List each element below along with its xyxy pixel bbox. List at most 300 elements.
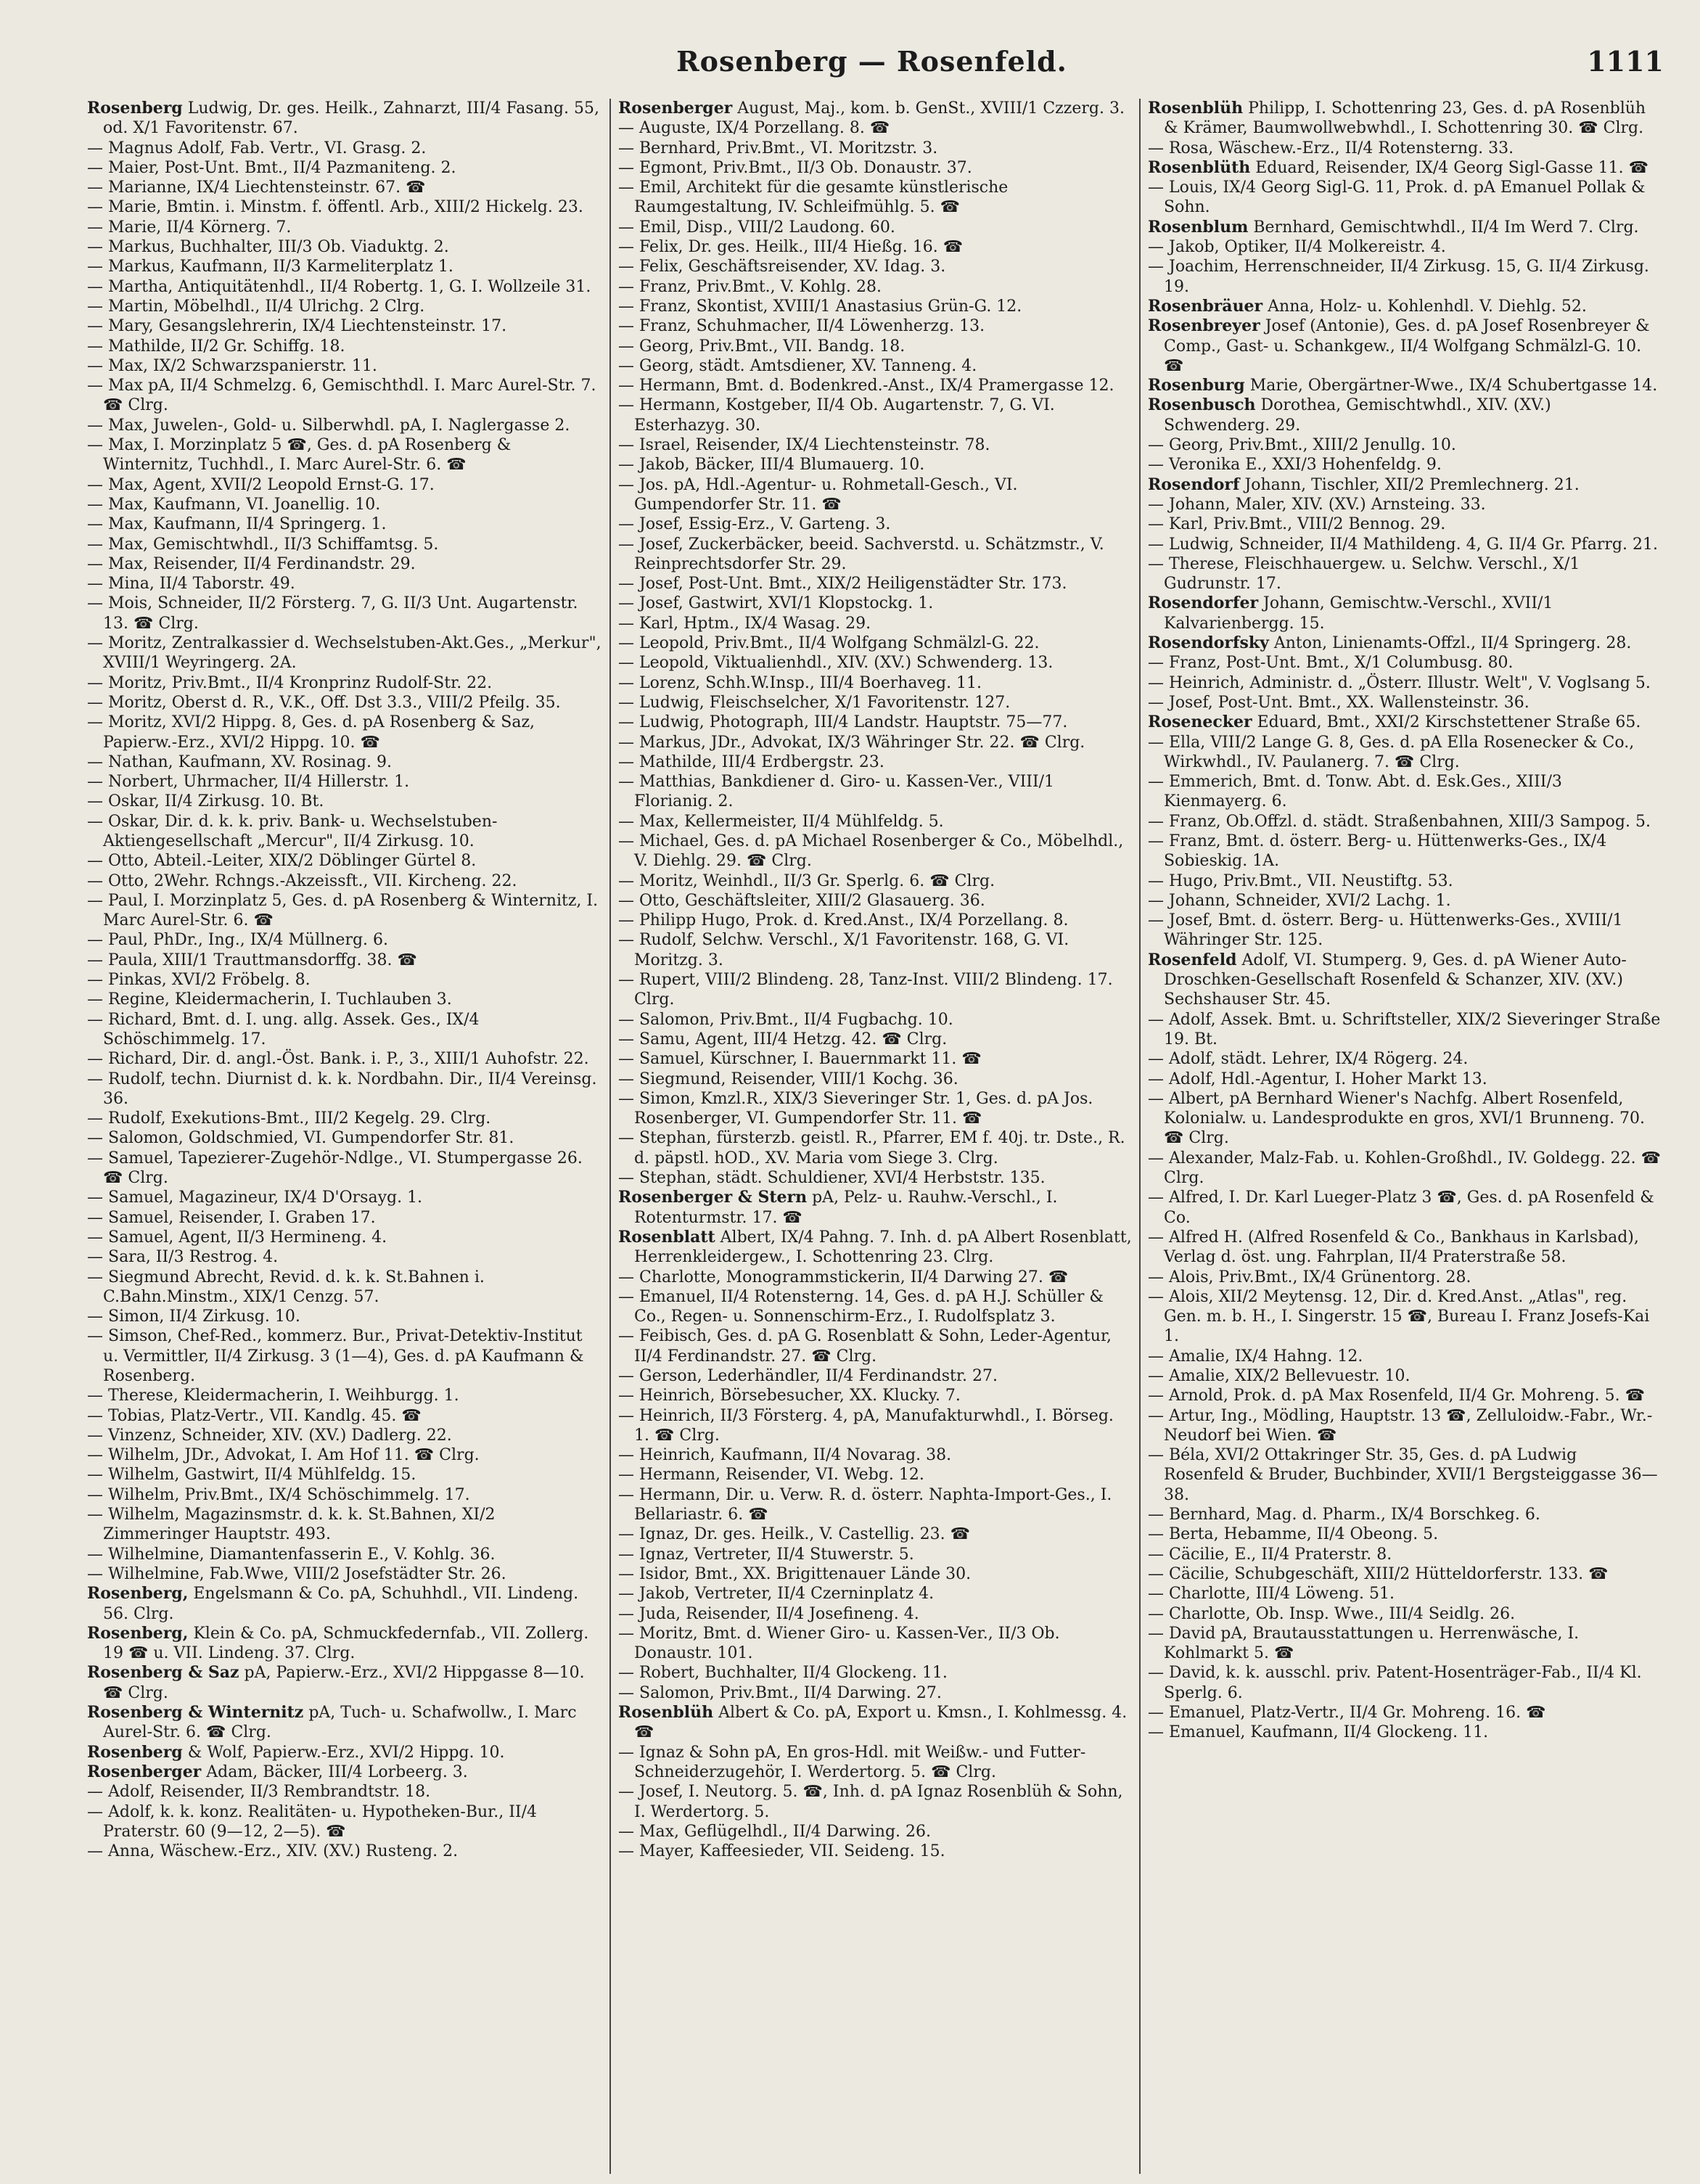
entry-text: — Sara, II/3 Restrog. 4. bbox=[87, 1248, 279, 1267]
entry-text: — Samuel, Agent, II/3 Hermineng. 4. bbox=[87, 1228, 387, 1247]
entry-headword: Rosenberg, bbox=[87, 1623, 189, 1643]
directory-entry bbox=[618, 99, 1132, 118]
entry-text: — Markus, JDr., Advokat, IX/3 Währinger Str. 22. ☎ Clrg. bbox=[618, 733, 1085, 752]
entry-text: — Franz, Priv.Bmt., V. Kohlg. 28. bbox=[618, 277, 882, 296]
entry-headword: Rosenfeld bbox=[1148, 950, 1237, 969]
entry-text: — Adolf, Assek. Bmt. u. Schriftsteller, XIX/2 Sieveringer Straße 19. Bt. bbox=[1148, 1010, 1661, 1048]
entry-headword: Rosenbusch bbox=[1148, 395, 1256, 415]
entry-text: — Charlotte, Ob. Insp. Wwe., III/4 Seidlg. 26. bbox=[1148, 1604, 1516, 1623]
directory-entry bbox=[1148, 1268, 1662, 1287]
entry-headword: Rosenblüh bbox=[1148, 99, 1244, 118]
directory-entry bbox=[87, 812, 602, 852]
directory-entry bbox=[618, 356, 1132, 376]
directory-entry bbox=[1148, 832, 1662, 871]
page-title: Rosenberg — Rosenfeld. bbox=[676, 45, 1067, 78]
directory-entry bbox=[618, 475, 1132, 515]
directory-entry bbox=[618, 812, 1132, 832]
entry-text: — Paul, PhDr., Ing., IX/4 Müllnerg. 6. bbox=[87, 931, 389, 950]
directory-entry bbox=[1148, 395, 1662, 435]
entry-text: — Therese, Kleidermacherin, I. Weihburgg. 1. bbox=[87, 1387, 459, 1405]
entry-text: — Franz, Post-Unt. Bmt., X/1 Columbusg. 80. bbox=[1148, 654, 1514, 673]
directory-entry bbox=[618, 337, 1132, 356]
entry-text: — Amalie, IX/4 Hahng. 12. bbox=[1148, 1347, 1363, 1366]
directory-entry bbox=[87, 1505, 602, 1545]
entry-text: — Albert, pA Bernhard Wiener's Nachfg. Albert Rosenfeld, Kolonialw. u. Landesprodukte en gros, XVI/1 Brunneng. 70. ☎ Clrg. bbox=[1148, 1089, 1646, 1148]
directory-entry bbox=[87, 851, 602, 871]
directory-entry bbox=[618, 1386, 1132, 1405]
entry-headword: Rosenburg bbox=[1148, 376, 1245, 395]
entry-text: — Wilhelm, JDr., Advokat, I. Am Hof 11. ☎ Clrg. bbox=[87, 1446, 480, 1465]
directory-entry bbox=[618, 772, 1132, 812]
entry-text: — Alexander, Malz-Fab. u. Kohlen-Großhdl., IV. Goldegg. 22. ☎ Clrg. bbox=[1148, 1149, 1662, 1188]
entry-text: — Veronika E., XXI/3 Hohenfeldg. 9. bbox=[1148, 456, 1442, 475]
entry-text: — Robert, Buchhalter, II/4 Glockeng. 11. bbox=[618, 1664, 948, 1683]
entry-text: — Marie, II/4 Körnerg. 7. bbox=[87, 218, 292, 237]
entry-text: — Salomon, Goldschmied, VI. Gumpendorfer Str. 81. bbox=[87, 1129, 514, 1148]
entry-text: — Therese, Fleischhauergew. u. Selchw. Verschl., X/1 Gudrunstr. 17. bbox=[1148, 554, 1580, 594]
entry-text: — Oskar, Dir. d. k. k. priv. Bank- u. Wechselstuben-Aktiengesellschaft „Mercur", II/4 Zirkusg. 10. bbox=[87, 812, 498, 850]
entry-text: — Ella, VIII/2 Lange G. 8, Ges. d. pA Ella Rosenecker & Co., Wirkwhdl., IV. Paulanerg. 7. ☎ Clrg. bbox=[1148, 733, 1635, 771]
directory-entry bbox=[618, 653, 1132, 673]
entry-headword: Rosendorfsky bbox=[1148, 633, 1269, 653]
directory-entry bbox=[87, 951, 602, 970]
directory-entry bbox=[1148, 1505, 1662, 1524]
directory-entry bbox=[87, 197, 602, 217]
directory-entry bbox=[87, 297, 602, 316]
directory-entry bbox=[87, 1326, 602, 1386]
directory-entry bbox=[618, 1782, 1132, 1822]
entry-text: — Marie, Bmtin. i. Minstm. f. öffentl. Arb., XIII/2 Hickelg. 23. bbox=[87, 198, 583, 217]
directory-entry bbox=[1148, 316, 1662, 376]
entry-text: Anton, Linienamts-Offzl., II/4 Springerg. 28. bbox=[1273, 634, 1632, 653]
entry-text: — Emanuel, Platz-Vertr., II/4 Gr. Mohreng. 16. ☎ bbox=[1148, 1704, 1546, 1723]
entry-text: — Alfred, I. Dr. Karl Lueger-Platz 3 ☎, Ges. d. pA Rosenfeld & Co. bbox=[1148, 1189, 1654, 1227]
entry-text: — Moritz, Weinhdl., II/3 Gr. Sperlg. 6. ☎ Clrg. bbox=[618, 871, 995, 890]
directory-entry bbox=[1148, 1070, 1662, 1089]
directory-entry bbox=[618, 297, 1132, 316]
directory-columns bbox=[80, 99, 1669, 2174]
directory-entry bbox=[87, 693, 602, 713]
directory-entry bbox=[87, 752, 602, 772]
entry-text: pA, Pelz- u. Rauhw.-Verschl., I. Rotenturmstr. 17. ☎ bbox=[634, 1189, 1058, 1227]
directory-entry bbox=[87, 277, 602, 297]
column-3 bbox=[1139, 99, 1669, 2174]
entry-text: — Moritz, Bmt. d. Wiener Giro- u. Kassen-Ver., II/3 Ob. Donaustr. 101. bbox=[618, 1624, 1060, 1663]
directory-entry bbox=[87, 1149, 602, 1189]
directory-entry bbox=[1148, 1049, 1662, 1069]
directory-entry bbox=[618, 1089, 1132, 1129]
entry-text: — Josef, Post-Unt. Bmt., XIX/2 Heiligenstädter Str. 173. bbox=[618, 575, 1067, 594]
entry-headword: Rosendorf bbox=[1148, 475, 1240, 494]
entry-text: — Egmont, Priv.Bmt., II/3 Ob. Donaustr. 37. bbox=[618, 158, 972, 177]
directory-entry bbox=[87, 435, 602, 475]
directory-entry bbox=[1148, 1564, 1662, 1584]
entry-text: — Karl, Hptm., IX/4 Wasag. 29. bbox=[618, 614, 871, 633]
entry-text: — Anna, Wäschew.-Erz., XIV. (XV.) Rusteng. 2. bbox=[87, 1842, 459, 1861]
entry-text: — Adolf, städt. Lehrer, IX/4 Rögerg. 24. bbox=[1148, 1050, 1469, 1069]
entry-text: August, Maj., kom. b. GenSt., XVIII/1 Czzerg. 3. bbox=[737, 99, 1125, 118]
directory-entry bbox=[618, 1624, 1132, 1664]
directory-entry bbox=[87, 930, 602, 950]
entry-text: — Franz, Ob.Offzl. d. städt. Straßenbahnen, XIII/3 Sampog. 5. bbox=[1148, 812, 1651, 831]
directory-entry bbox=[1148, 1010, 1662, 1050]
entry-text: — Hugo, Priv.Bmt., VII. Neustiftg. 53. bbox=[1148, 871, 1453, 890]
entry-text: — Wilhelmine, Diamantenfasserin E., V. Kohlg. 36. bbox=[87, 1545, 496, 1564]
entry-text: — Matthias, Bankdiener d. Giro- u. Kassen-Ver., VIII/1 Florianig. 2. bbox=[618, 773, 1055, 811]
entry-text: — Cäcilie, E., II/4 Praterstr. 8. bbox=[1148, 1545, 1392, 1564]
directory-entry bbox=[1148, 535, 1662, 554]
directory-entry bbox=[618, 139, 1132, 158]
directory-entry bbox=[87, 1228, 602, 1247]
directory-entry bbox=[618, 376, 1132, 395]
directory-entry bbox=[87, 574, 602, 594]
directory-entry bbox=[618, 1743, 1132, 1783]
entry-text: Bernhard, Gemischtwhdl., II/4 Im Werd 7. Clrg. bbox=[1253, 218, 1639, 237]
directory-entry bbox=[618, 1584, 1132, 1604]
directory-entry bbox=[87, 257, 602, 276]
entry-text: — Mary, Gesangslehrerin, IX/4 Liechtensteinstr. 17. bbox=[87, 317, 507, 336]
directory-entry bbox=[618, 535, 1132, 575]
entry-text: Johann, Tischler, XII/2 Premlechnerg. 21. bbox=[1244, 475, 1580, 494]
entry-text: — Ignaz & Sohn pA, En gros-Hdl. mit Weißw.- und Futter-Schneiderzugehör, I. Werdertorg. 5. ☎ Clrg. bbox=[618, 1743, 1086, 1781]
entry-text: Johann, Gemischtw.-Verschl., XVII/1 Kalvarienbergg. 15. bbox=[1164, 594, 1553, 633]
directory-entry bbox=[618, 1406, 1132, 1446]
directory-entry bbox=[87, 633, 602, 673]
entry-text: — Emanuel, II/4 Rotensterng. 14, Ges. d. pA H.J. Schüller & Co., Regen- u. Sonnenschirm-Erz., I. Rudolfsplatz 3. bbox=[618, 1287, 1104, 1326]
entry-text: — Isidor, Bmt., XX. Brigittenauer Lände 30. bbox=[618, 1564, 972, 1583]
directory-entry bbox=[618, 1604, 1132, 1624]
entry-text: — Hermann, Reisender, VI. Webg. 12. bbox=[618, 1466, 924, 1485]
directory-entry bbox=[87, 337, 602, 356]
entry-text: — Artur, Ing., Mödling, Hauptstr. 13 ☎, Zelluloidw.-Fabr., Wr.-Neudorf bei Wien. ☎ bbox=[1148, 1406, 1653, 1445]
entry-text: — Pinkas, XVI/2 Fröbelg. 8. bbox=[87, 971, 311, 990]
entry-text: — Franz, Schuhmacher, II/4 Löwenherzg. 13. bbox=[618, 317, 985, 336]
entry-text: — Rupert, VIII/2 Blindeng. 28, Tanz-Inst. VIII/2 Blindeng. 17. Clrg. bbox=[618, 971, 1113, 1009]
directory-entry bbox=[87, 1070, 602, 1109]
directory-entry bbox=[618, 1287, 1132, 1327]
entry-text: — Leopold, Viktualienhdl., XIV. (XV.) Schwenderg. 13. bbox=[618, 654, 1054, 673]
entry-text: — Simon, Kmzl.R., XIX/3 Sieveringer Str. 1, Ges. d. pA Jos. Rosenberger, VI. Gumpendorfer Str. 11. ☎ bbox=[618, 1089, 1093, 1128]
entry-text: pA, Papierw.-Erz., XVI/2 Hippgasse 8—10. ☎ Clrg. bbox=[103, 1664, 585, 1702]
entry-text: — Feibisch, Ges. d. pA G. Rosenblatt & Sohn, Leder-Agentur, II/4 Ferdinandstr. 27. ☎ Clrg. bbox=[618, 1327, 1112, 1366]
directory-entry bbox=[87, 1188, 602, 1207]
directory-entry bbox=[1148, 257, 1662, 297]
entry-text: — Alois, Priv.Bmt., IX/4 Grünentorg. 28. bbox=[1148, 1268, 1471, 1286]
entry-text: — Adolf, Reisender, II/3 Rembrandtstr. 18. bbox=[87, 1783, 431, 1802]
entry-text: — Max, Kellermeister, II/4 Mühlfeldg. 5. bbox=[618, 812, 944, 831]
directory-entry bbox=[87, 237, 602, 257]
directory-entry bbox=[618, 118, 1132, 138]
entry-text: Klein & Co. pA, Schmuckfedernfab., VII. Zollerg. 19 ☎ u. VII. Lindeng. 37. Clrg. bbox=[103, 1624, 589, 1663]
directory-entry bbox=[1148, 1228, 1662, 1268]
entry-headword: Rosenblüth bbox=[1148, 157, 1251, 177]
entry-text: — Mina, II/4 Taborstr. 49. bbox=[87, 575, 295, 594]
directory-entry bbox=[618, 970, 1132, 1010]
entry-headword: Rosenberger bbox=[618, 99, 733, 118]
directory-entry bbox=[87, 673, 602, 693]
entry-text: — Simon, II/4 Zirkusg. 10. bbox=[87, 1307, 300, 1326]
directory-entry bbox=[618, 1663, 1132, 1683]
directory-entry bbox=[1148, 812, 1662, 832]
directory-entry bbox=[1148, 1347, 1662, 1366]
directory-entry bbox=[1148, 1604, 1662, 1624]
directory-entry bbox=[87, 316, 602, 336]
directory-entry bbox=[87, 1128, 602, 1148]
entry-text: — Josef, Gastwirt, XVI/1 Klopstockg. 1. bbox=[618, 594, 934, 613]
column-2 bbox=[609, 99, 1139, 2174]
directory-entry bbox=[87, 1663, 602, 1703]
entry-text: — Salomon, Priv.Bmt., II/4 Fugbachg. 10. bbox=[618, 1010, 953, 1029]
entry-text: — Markus, Kaufmann, II/3 Karmeliterplatz 1. bbox=[87, 258, 453, 276]
entry-text: Anna, Holz- u. Kohlenhdl. V. Diehlg. 52. bbox=[1268, 297, 1587, 316]
entry-text: — Moritz, Priv.Bmt., II/4 Kronprinz Rudolf-Str. 22. bbox=[87, 673, 493, 692]
entry-text: — Emil, Disp., VIII/2 Laudong. 60. bbox=[618, 218, 895, 237]
entry-text: pA, Tuch- u. Schafwollw., I. Marc Aurel-Str. 6. ☎ Clrg. bbox=[103, 1704, 577, 1742]
directory-entry bbox=[1148, 1624, 1662, 1664]
directory-entry bbox=[1148, 376, 1662, 395]
entry-headword: Rosenberger bbox=[87, 1762, 202, 1781]
directory-entry bbox=[618, 1822, 1132, 1842]
entry-text: Adolf, VI. Stumperg. 9, Ges. d. pA Wiener Auto-Droschken-Gesellschaft Rosenfeld & Schanzer, XIV. (XV.) Sechshauser Str. 45. bbox=[1164, 951, 1627, 1009]
directory-entry bbox=[618, 218, 1132, 237]
entry-text: — Emmerich, Bmt. d. Tonw. Abt. d. Esk.Ges., XIII/3 Kienmayerg. 6. bbox=[1148, 773, 1562, 811]
directory-entry bbox=[618, 1524, 1132, 1544]
directory-entry bbox=[1148, 733, 1662, 773]
directory-entry bbox=[618, 1703, 1132, 1743]
directory-entry bbox=[87, 891, 602, 931]
directory-entry bbox=[1148, 673, 1662, 693]
directory-entry bbox=[618, 1268, 1132, 1287]
directory-entry bbox=[87, 514, 602, 534]
entry-text: Adam, Bäcker, III/4 Lorbeerg. 3. bbox=[206, 1762, 468, 1781]
directory-entry bbox=[618, 1485, 1132, 1525]
entry-text: — Jakob, Vertreter, II/4 Czerninplatz 4. bbox=[618, 1585, 935, 1604]
directory-entry bbox=[1148, 1149, 1662, 1189]
entry-text: — Otto, 2Wehr. Rchngs.-Akzeissft., VII. Kircheng. 22. bbox=[87, 871, 517, 890]
entry-text: — Nathan, Kaufmann, XV. Rosinag. 9. bbox=[87, 752, 392, 771]
entry-text: — Heinrich, Administr. d. „Österr. Illustr. Welt", V. Voglsang 5. bbox=[1148, 673, 1651, 692]
entry-text: — Amalie, XIX/2 Bellevuestr. 10. bbox=[1148, 1367, 1410, 1385]
directory-entry bbox=[618, 911, 1132, 930]
entry-text: — Samuel, Magazineur, IX/4 D'Orsayg. 1. bbox=[87, 1189, 423, 1207]
entry-text: — Jakob, Optiker, II/4 Molkereistr. 4. bbox=[1148, 238, 1446, 257]
entry-text: — Cäcilie, Schubgeschäft, XIII/2 Hütteldorferstr. 133. ☎ bbox=[1148, 1564, 1609, 1583]
directory-entry bbox=[618, 1445, 1132, 1465]
directory-entry bbox=[1148, 554, 1662, 594]
entry-text: Ludwig, Dr. ges. Heilk., Zahnarzt, III/4 Fasang. 55, od. X/1 Favoritenstr. 67. bbox=[103, 99, 599, 138]
directory-entry bbox=[618, 752, 1132, 772]
entry-text: — Johann, Maler, XIV. (XV.) Arnsteing. 33. bbox=[1148, 495, 1486, 514]
directory-entry bbox=[1148, 1287, 1662, 1347]
entry-text: — Richard, Bmt. d. I. ung. allg. Assek. Ges., IX/4 Schöschimmelg. 17. bbox=[87, 1010, 480, 1048]
entry-text: Engelsmann & Co. pA, Schuhhdl., VII. Lindeng. 56. Clrg. bbox=[103, 1585, 579, 1623]
entry-text: — Max, Agent, XVII/2 Leopold Ernst-G. 17. bbox=[87, 475, 435, 494]
entry-headword: Rosenberg, bbox=[87, 1584, 189, 1604]
directory-entry bbox=[1148, 1703, 1662, 1723]
directory-entry bbox=[618, 1545, 1132, 1564]
entry-text: — Franz, Skontist, XVIII/1 Anastasius Grün-G. 12. bbox=[618, 297, 1022, 316]
directory-entry bbox=[618, 832, 1132, 871]
entry-text: — Siegmund Abrecht, Revid. d. k. k. St.Bahnen i. C.Bahn.Minstm., XIX/1 Cenzg. 57. bbox=[87, 1268, 485, 1306]
entry-text: — Joachim, Herrenschneider, II/4 Zirkusg. 15, G. II/4 Zirkusg. 19. bbox=[1148, 258, 1649, 296]
entry-text: — Michael, Ges. d. pA Michael Rosenberger & Co., Möbelhdl., V. Diehlg. 29. ☎ Clrg. bbox=[618, 832, 1124, 871]
entry-text: Albert, IX/4 Pahng. 7. Inh. d. pA Albert Rosenblatt, Herrenkleidergew., I. Schottenring 23. Clrg. bbox=[634, 1228, 1132, 1267]
directory-entry bbox=[87, 1465, 602, 1485]
directory-entry bbox=[618, 1683, 1132, 1703]
entry-text: Albert & Co. pA, Export u. Kmsn., I. Kohlmessg. 4. ☎ bbox=[634, 1704, 1128, 1742]
directory-entry bbox=[87, 1584, 602, 1624]
entry-text: — Philipp Hugo, Prok. d. Kred.Anst., IX/4 Porzellang. 8. bbox=[618, 911, 1069, 930]
entry-text: Marie, Obergärtner-Wwe., IX/4 Schubertgasse 14. bbox=[1249, 377, 1658, 395]
directory-entry bbox=[1148, 871, 1662, 891]
entry-headword: Rosenberg & Saz bbox=[87, 1663, 239, 1683]
directory-entry bbox=[618, 733, 1132, 752]
entry-text: — Samuel, Tapezierer-Zugehör-Ndlge., VI. Stumpergasse 26. ☎ Clrg. bbox=[87, 1149, 583, 1188]
directory-entry bbox=[1148, 1445, 1662, 1505]
entry-text: — Ludwig, Photograph, III/4 Landstr. Hauptstr. 75—77. bbox=[618, 713, 1068, 732]
entry-text: & Wolf, Papierw.-Erz., XVI/2 Hippg. 10. bbox=[187, 1743, 505, 1762]
directory-entry bbox=[618, 237, 1132, 257]
directory-entry bbox=[1148, 1723, 1662, 1742]
directory-entry bbox=[87, 1247, 602, 1267]
directory-entry bbox=[618, 435, 1132, 455]
entry-text: — Ludwig, Fleischselcher, X/1 Favoritenstr. 127. bbox=[618, 693, 1011, 712]
entry-text: — Josef, I. Neutorg. 5. ☎, Inh. d. pA Ignaz Rosenblüh & Sohn, I. Werdertorg. 5. bbox=[618, 1783, 1123, 1821]
directory-entry bbox=[87, 1485, 602, 1505]
directory-entry bbox=[1148, 693, 1662, 713]
entry-text: — Simson, Chef-Red., kommerz. Bur., Privat-Detektiv-Institut u. Vermittler, II/4 Zirkusg. 3 (1—4), Ges. d. pA Kaufmann & Rosenberg. bbox=[87, 1327, 584, 1385]
directory-entry bbox=[618, 257, 1132, 276]
entry-text: — Bernhard, Mag. d. Pharm., IX/4 Borschkeg. 6. bbox=[1148, 1506, 1540, 1524]
directory-entry bbox=[1148, 297, 1662, 316]
directory-entry bbox=[87, 713, 602, 752]
entry-text: — Karl, Priv.Bmt., VIII/2 Bennog. 29. bbox=[1148, 515, 1446, 534]
directory-entry bbox=[87, 1564, 602, 1584]
directory-entry bbox=[87, 1049, 602, 1069]
directory-entry bbox=[1148, 1524, 1662, 1544]
directory-entry bbox=[87, 535, 602, 554]
directory-entry bbox=[618, 1366, 1132, 1386]
entry-text: — Lorenz, Schh.W.Insp., III/4 Boerhaveg. 11. bbox=[618, 673, 982, 692]
entry-text: — Tobias, Platz-Vertr., VII. Kandlg. 45. ☎ bbox=[87, 1406, 422, 1425]
entry-text: — Maier, Post-Unt. Bmt., II/4 Pazmaniteng. 2. bbox=[87, 158, 456, 177]
directory-entry bbox=[618, 1188, 1132, 1228]
entry-text: — Max, Kaufmann, II/4 Springerg. 1. bbox=[87, 515, 387, 534]
entry-text: — Louis, IX/4 Georg Sigl-G. 11, Prok. d. pA Emanuel Pollak & Sohn. bbox=[1148, 178, 1646, 217]
entry-text: — Markus, Buchhalter, III/3 Ob. Viaduktg. 2. bbox=[87, 238, 449, 257]
entry-headword: Rosenberg bbox=[87, 99, 183, 118]
directory-entry bbox=[87, 1802, 602, 1842]
entry-headword: Rosenberger & Stern bbox=[618, 1188, 808, 1207]
directory-entry bbox=[1148, 139, 1662, 158]
entry-text: Josef (Antonie), Ges. d. pA Josef Rosenbreyer & Comp., Gast- u. Schankgew., II/4 Wolfgang Schmälzl-G. 10. ☎ bbox=[1164, 317, 1650, 375]
entry-headword: Rosenberg bbox=[87, 1742, 183, 1762]
entry-text: — Jakob, Bäcker, III/4 Blumauerg. 10. bbox=[618, 456, 925, 475]
entry-text: — Otto, Abteil.-Leiter, XIX/2 Döblinger Gürtel 8. bbox=[87, 852, 477, 871]
directory-entry bbox=[618, 1228, 1132, 1268]
directory-entry bbox=[87, 1386, 602, 1405]
directory-entry bbox=[1148, 178, 1662, 218]
entry-text: — Rosa, Wäschew.-Erz., II/4 Rotensterng. 33. bbox=[1148, 139, 1514, 157]
entry-text: Dorothea, Gemischtwhdl., XIV. (XV.) Schwenderg. 29. bbox=[1164, 396, 1551, 435]
directory-entry bbox=[618, 1465, 1132, 1485]
entry-text: — Samuel, Reisender, I. Graben 17. bbox=[87, 1208, 376, 1227]
directory-entry bbox=[1148, 237, 1662, 257]
entry-text: — Oskar, II/4 Zirkusg. 10. Bt. bbox=[87, 792, 324, 811]
directory-entry bbox=[618, 1842, 1132, 1861]
directory-entry bbox=[1148, 1545, 1662, 1564]
directory-entry bbox=[1148, 495, 1662, 514]
directory-entry bbox=[1148, 218, 1662, 237]
directory-entry bbox=[87, 475, 602, 495]
directory-entry bbox=[618, 158, 1132, 178]
entry-text: — Salomon, Priv.Bmt., II/4 Darwing. 27. bbox=[618, 1683, 942, 1702]
directory-entry bbox=[1148, 1188, 1662, 1228]
page-header bbox=[80, 45, 1664, 89]
entry-text: — Georg, städt. Amtsdiener, XV. Tanneng. 4. bbox=[618, 356, 977, 375]
entry-text: — Jos. pA, Hdl.-Agentur- u. Rohmetall-Gesch., VI. Gumpendorfer Str. 11. ☎ bbox=[618, 475, 1018, 514]
entry-headword: Rosenecker bbox=[1148, 713, 1252, 732]
directory-entry bbox=[87, 1624, 602, 1664]
directory-entry bbox=[618, 1030, 1132, 1049]
entry-text: — Samuel, Kürschner, I. Bauernmarkt 11. ☎ bbox=[618, 1050, 982, 1069]
entry-text: — Felix, Dr. ges. Heilk., III/4 Hießg. 16. ☎ bbox=[618, 238, 964, 257]
directory-entry bbox=[618, 1010, 1132, 1030]
entry-text: — Martin, Möbelhdl., II/4 Ulrichg. 2 Clrg. bbox=[87, 297, 425, 316]
directory-entry bbox=[87, 158, 602, 178]
entry-text: — Franz, Bmt. d. österr. Berg- u. Hüttenwerks-Ges., IX/4 Sobieskig. 1A. bbox=[1148, 832, 1607, 871]
entry-text: Eduard, Reisender, IX/4 Georg Sigl-Gasse 11. ☎ bbox=[1255, 158, 1649, 177]
entry-text: — Juda, Reisender, II/4 Josefineng. 4. bbox=[618, 1604, 919, 1623]
directory-entry bbox=[87, 1782, 602, 1802]
entry-text: — Paula, XIII/1 Trauttmansdorffg. 38. ☎ bbox=[87, 951, 417, 969]
entry-text: — Marianne, IX/4 Liechtensteinstr. 67. ☎ bbox=[87, 178, 426, 197]
entry-text: — Paul, I. Morzinplatz 5, Ges. d. pA Rosenberg & Winternitz, I. Marc Aurel-Str. 6. ☎ bbox=[87, 891, 599, 930]
directory-entry bbox=[87, 376, 602, 416]
entry-text: — Norbert, Uhrmacher, II/4 Hillerstr. 1. bbox=[87, 773, 410, 792]
entry-text: — Max pA, II/4 Schmelzg. 6, Gemischthdl. I. Marc Aurel-Str. 7. ☎ Clrg. bbox=[87, 377, 596, 415]
directory-entry bbox=[618, 514, 1132, 534]
entry-text: — Martha, Antiquitätenhdl., II/4 Robertg. 1, G. I. Wollzeile 31. bbox=[87, 277, 591, 296]
directory-entry bbox=[618, 1049, 1132, 1069]
entry-text: — Adolf, k. k. konz. Realitäten- u. Hypotheken-Bur., II/4 Praterstr. 60 (9—12, 2—5). ☎ bbox=[87, 1802, 538, 1841]
entry-text: — Wilhelm, Magazinsmstr. d. k. k. St.Bahnen, XI/2 Zimmeringer Hauptstr. 493. bbox=[87, 1506, 496, 1544]
entry-text: — Max, Juwelen-, Gold- u. Silberwhdl. pA, I. Naglergasse 2. bbox=[87, 416, 570, 435]
entry-text: — Wilhelm, Priv.Bmt., IX/4 Schöschimmelg. 17. bbox=[87, 1485, 470, 1504]
entry-text: — Wilhelmine, Fab.Wwe, VIII/2 Josefstädter Str. 26. bbox=[87, 1564, 506, 1583]
directory-entry bbox=[87, 1268, 602, 1307]
entry-text: — Adolf, Hdl.-Agentur, I. Hoher Markt 13. bbox=[1148, 1070, 1487, 1088]
directory-entry bbox=[1148, 1663, 1662, 1703]
directory-entry bbox=[618, 871, 1132, 891]
directory-entry bbox=[1148, 455, 1662, 475]
entry-text: — Wilhelm, Gastwirt, II/4 Mühlfeldg. 15. bbox=[87, 1466, 416, 1485]
directory-entry bbox=[1148, 713, 1662, 732]
entry-text: — Josef, Essig-Erz., V. Garteng. 3. bbox=[618, 515, 891, 534]
directory-entry bbox=[1148, 1089, 1662, 1149]
directory-entry bbox=[1148, 158, 1662, 178]
entry-text: — Rudolf, techn. Diurnist d. k. k. Nordbahn. Dir., II/4 Vereinsg. 36. bbox=[87, 1070, 597, 1108]
entry-headword: Rosenbreyer bbox=[1148, 316, 1260, 336]
directory-entry bbox=[618, 277, 1132, 297]
directory-entry bbox=[87, 139, 602, 158]
directory-entry bbox=[87, 1307, 602, 1326]
entry-text: Eduard, Bmt., XXI/2 Kirschstettener Straße 65. bbox=[1257, 713, 1641, 732]
directory-entry bbox=[87, 1109, 602, 1128]
entry-text: — Otto, Geschäftsleiter, XIII/2 Glasauerg. 36. bbox=[618, 891, 985, 910]
directory-entry bbox=[87, 178, 602, 197]
directory-entry bbox=[1148, 1406, 1662, 1446]
